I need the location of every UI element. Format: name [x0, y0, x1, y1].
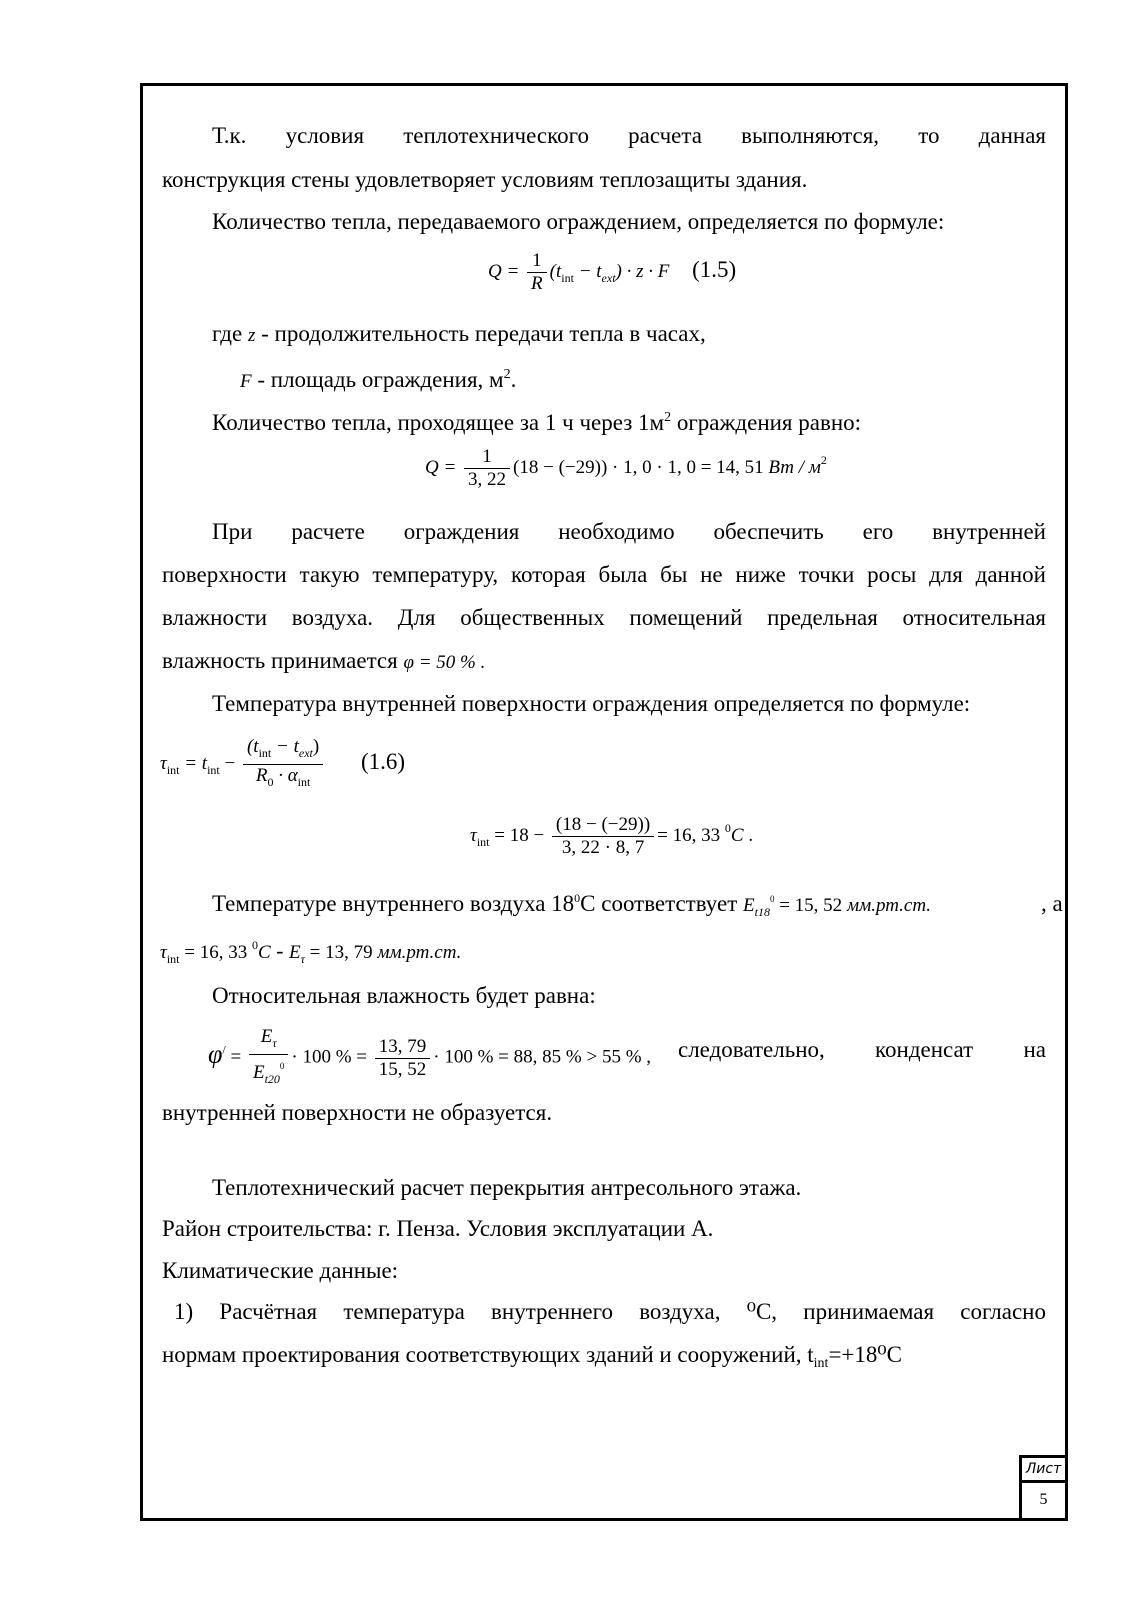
list-item-1-line2: нормам проектирования соответствующих зданий и сооружений, $t_{int}=+18^0С$ — [162, 1342, 902, 1371]
formula-phi-50: φ = 50 % . — [403, 652, 486, 673]
para-conclusion-line2: конструкция стены удовлетворяет условиям теплозащиты здания. — [162, 167, 808, 192]
para-heat-per-meter: Количество тепла, проходящее за 1 ч через $1м^2$ ограждения равно: — [212, 410, 862, 435]
para-region: Район строительства: г. Пенза. Условия эксплуатации А. — [162, 1216, 714, 1241]
legend-z: где z - продолжительность передачи тепла в часах, — [212, 321, 706, 346]
formula-1-5: Q = $\frac{1}{R}$ $(t_{int} - t_{ext}) \cdot z \cdot F$ (1.5) — [488, 250, 737, 294]
para-air-temp: Температуре внутреннего воздуха $18^0С$ соответствует $E_{t18}^0 = 15$, 52 мм.рт.ст. , а — [212, 891, 1063, 919]
para-conclusion-line1: Т.к. условия теплотехнического расчета выполняются, то данная — [212, 123, 1046, 148]
para-heat-quantity-intro: Количество тепла, передаваемого ограждением, определяется по формуле: — [212, 209, 945, 234]
section-title: Теплотехнический расчет перекрытия антресольного этажа. — [212, 1175, 802, 1200]
formula-1-5-label: (1.5) — [692, 256, 737, 282]
para-dew-point-line4: влажность принимается φ = 50 % . — [162, 648, 486, 673]
para-no-condensate: внутренней поверхности не образуется. — [162, 1100, 553, 1125]
para-relative-humidity: Относительная влажность будет равна: — [212, 983, 596, 1008]
para-dew-point-line2: поверхности такую температуру, которая была бы не ниже точки росы для данной — [162, 562, 1046, 587]
sheet-number: 5 — [1039, 1491, 1048, 1508]
para-dew-point-line3: влажности воздуха. Для общественных помещений предельная относительная — [162, 605, 1046, 630]
legend-f: F - площадь ограждения, $м^2$. — [240, 367, 517, 392]
para-condensate-tail: следовательно, конденсат на — [678, 1037, 1046, 1062]
formula-tau-e: $\tau_{int} = 16$, 33 $^0C - E_\tau = 13$, 79 мм.рт.ст. — [160, 938, 462, 966]
sheet-label: Лист — [1022, 1458, 1065, 1483]
sheet-stamp — [1019, 1455, 1068, 1521]
para-climate-data: Климатические данные: — [162, 1258, 399, 1283]
formula-1-6: $\tau_{int} = t_{int}$ − $\frac{(t_{int} - t_{ext})}{R_0 \cdot \alpha_{int}}$ (1.6) — [160, 736, 405, 793]
para-dew-point-line1: При расчете ограждения необходимо обеспечить его внутренней — [212, 519, 1046, 544]
para-surface-temp-intro: Температура внутренней поверхности ограждения определяется по формуле: — [212, 691, 971, 716]
formula-1-5-fraction: $\frac{1}{R}$ — [527, 250, 547, 295]
formula-1-6-label: (1.6) — [360, 748, 406, 774]
formula-q-calc: Q = $\frac{1}{3, 22}$ (18 − (−29)) · 1, 0 · 1, 0 = 14, 51 Вт / $м^2$ — [425, 446, 827, 490]
formula-1-6-fraction: $\frac{(t_{int} - t_{ext})}{R_0 \cdot \alpha_{int}}$ — [243, 736, 323, 793]
formula-phi: φ/ = $\frac{E_\tau}{E_{t20}^0}$ · 100 % = $\frac{13, 79}{15, 52}$ · 100 % = 88, 85 % > 55 % , — [208, 1026, 652, 1086]
list-item-1-line1: 1) Расчётная температура внутреннего воздуха, ⁰С, принимаемая согласно — [174, 1299, 1046, 1324]
formula-e18: $E_{t18}^0 = 15$, 52 мм.рт.ст. — [743, 894, 932, 919]
formula-tau-calc: $\tau_{int} = 18$ − $\frac{(18 - (-29))}{3, 22 \cdot 8, 7}$ = 16, 33 $^0$C . — [470, 814, 754, 858]
